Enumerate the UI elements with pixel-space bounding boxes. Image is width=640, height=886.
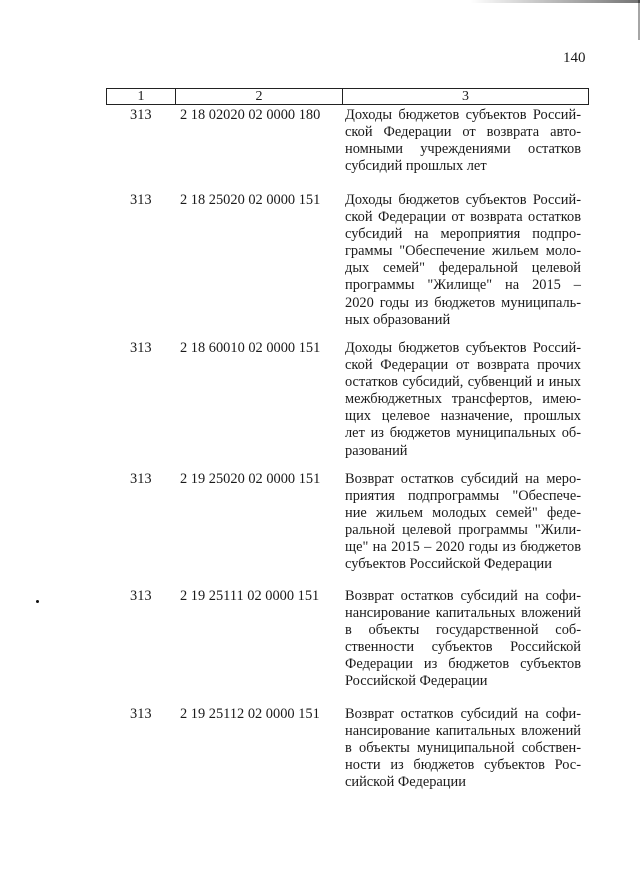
scan-edge-shadow [470, 0, 640, 3]
description-line: ние жильем молодых семей" феде- [345, 505, 581, 522]
budget-classification-code: 2 19 25111 02 0000 151 [180, 588, 320, 604]
description-line: в объекты муниципальной собствен- [345, 740, 581, 757]
description-line: межбюджетных трансфертов, имею- [345, 391, 581, 408]
description-line: нансирование капитальных вложений [345, 605, 581, 622]
description-line: разований [345, 442, 408, 459]
description-line: лет из бюджетов муниципальных об- [345, 425, 581, 442]
description-line: Возврат остатков субсидий на софи- [345, 706, 581, 722]
budget-classification-code: 2 18 02020 02 0000 180 [180, 107, 321, 123]
description-line: ще" на 2015 – 2020 годы из бюджетов [345, 539, 581, 556]
description-line: щих целевое назначение, прошлых [345, 408, 581, 425]
description-line: Возврат остатков субсидий на софи- [345, 588, 581, 604]
description-line: ности из бюджетов субъектов Рос- [345, 757, 581, 774]
income-description [345, 588, 581, 691]
description-line: Возврат остатков субсидий на меро- [345, 471, 581, 487]
admin-code: 313 [130, 107, 152, 123]
header-col-1: 1 [107, 89, 176, 105]
income-description [345, 340, 581, 460]
admin-code: 313 [130, 706, 152, 722]
budget-classification-code: 2 18 60010 02 0000 151 [180, 340, 321, 356]
description-line: граммы "Обеспечение жильем моло- [345, 243, 581, 260]
description-line: ных образований [345, 311, 451, 328]
description-line: Доходы бюджетов субъектов Россий- [345, 340, 581, 356]
description-line: сийской Федерации [345, 774, 466, 791]
header-col-3: 3 [343, 89, 589, 105]
description-line: нансирование капитальных вложений [345, 723, 581, 740]
description-line: субсидий на мероприятия подпро- [345, 226, 581, 243]
description-line: ской Федерации от возврата авто- [345, 124, 581, 141]
description-line: дых семей" федеральной целевой [345, 260, 581, 277]
description-line: в объекты государственной соб- [345, 622, 581, 639]
header-col-2: 2 [176, 89, 343, 105]
description-line: субсидий прошлых лет [345, 158, 487, 175]
description-line: 2020 годы из бюджетов муниципаль- [345, 294, 581, 311]
description-line: программы "Жилище" на 2015 – [345, 277, 581, 294]
budget-classification-code: 2 19 25112 02 0000 151 [180, 706, 320, 722]
table-header [106, 88, 589, 105]
income-description [345, 107, 581, 175]
income-description [345, 192, 581, 329]
description-line: Доходы бюджетов субъектов Россий- [345, 192, 581, 208]
description-line: ральной целевой программы "Жили- [345, 522, 581, 539]
description-line: ской Федерации от возврата остатков [345, 209, 581, 226]
description-line: Федерации из бюджетов субъектов [345, 656, 581, 673]
description-line: Доходы бюджетов субъектов Россий- [345, 107, 581, 123]
description-line: Российской Федерации [345, 673, 488, 690]
budget-classification-code: 2 19 25020 02 0000 151 [180, 471, 321, 487]
description-line: приятия подпрограммы "Обеспече- [345, 488, 581, 505]
income-description [345, 706, 581, 791]
admin-code: 313 [130, 588, 152, 604]
admin-code: 313 [130, 192, 152, 208]
page-number: 140 [563, 50, 586, 66]
income-description [345, 471, 581, 574]
description-line: субъектов Российской Федерации [345, 556, 552, 573]
admin-code: 313 [130, 340, 152, 356]
scan-speck [36, 600, 39, 603]
description-line: остатков субсидий, субвенций и иных [345, 374, 581, 391]
budget-classification-code: 2 18 25020 02 0000 151 [180, 192, 321, 208]
description-line: номными учреждениями остатков [345, 141, 581, 158]
admin-code: 313 [130, 471, 152, 487]
description-line: ской Федерации от возврата прочих [345, 357, 581, 374]
description-line: ственности субъектов Российской [345, 639, 581, 656]
